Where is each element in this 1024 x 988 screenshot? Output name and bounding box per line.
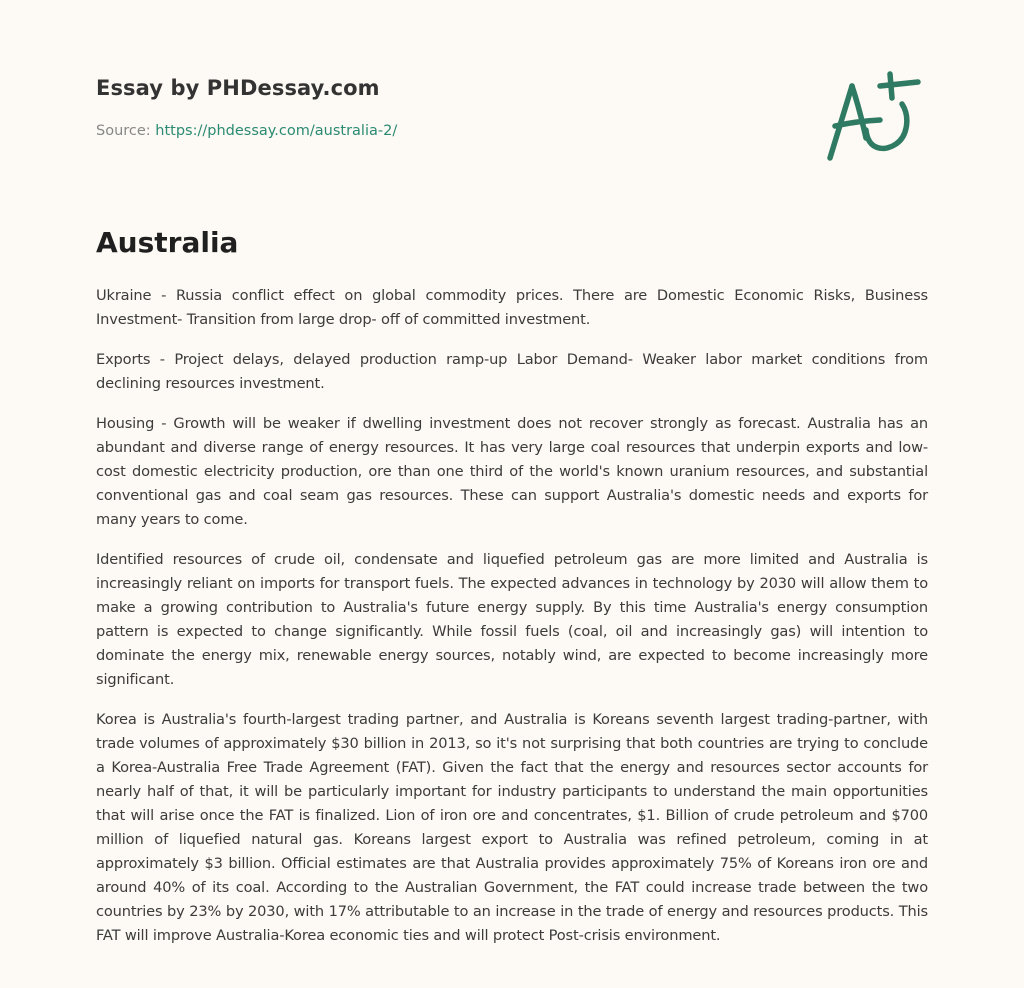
essay-body: [96, 284, 928, 964]
essay-paragraph: Housing - Growth will be weaker if dwelling investment does not recover strongly as forecast. Australia has an abundant and diverse range of energy resources. It has very large coal resources that underpin exports and low-cost domestic electricity production, ore than one third of the world's known uranium resources, and substantial conventional gas and coal seam gas resources. These can support Australia's domestic needs and exports for many years to come.: [96, 415, 928, 528]
essay-paragraph: Exports - Project delays, delayed production ramp-up Labor Demand- Weaker labor market conditions from declining resources investment.: [96, 351, 928, 392]
essay-title: Australia: [96, 226, 239, 259]
essay-paragraph: Korea is Australia's fourth-largest trading partner, and Australia is Koreans seventh largest trading-partner, with trade volumes of approximately $30 billion in 2013, so it's not surprising that both countries are trying to conclude a Korea-Australia Free Trade Agreement (FAT). Given the fact that the energy and resources sector accounts for nearly half of that, it will be particularly important for industry participants to understand the main opportunities that will arise once the FAT is finalized. Lion of iron ore and concentrates, $1. Billion of crude petroleum and $700 million of liquefied natural gas. Koreans largest export to Australia was refined petroleum, coming in at approximately $3 billion. Official estimates are that Australia provides approximately 75% of Koreans iron ore and around 40% of its coal. According to the Australian Government, the FAT could increase trade between the two countries by 23% by 2030, with 17% attributable to an increase in the trade of energy and resources products. This FAT will improve Australia-Korea economic ties and will protect Post-crisis environment.: [96, 711, 928, 944]
a-plus-grade-icon: [822, 68, 928, 164]
source-label: Source:: [96, 123, 156, 139]
site-title: Essay by PHDessay.com: [96, 76, 380, 100]
source-link[interactable]: https://phdessay.com/australia-2/: [155, 123, 398, 139]
essay-paragraph: Identified resources of crude oil, condensate and liquefied petroleum gas are more limited and Australia is increasingly reliant on imports for transport fuels. The expected advances in technology by 2030 will allow them to make a growing contribution to Australia's future energy supply. By this time Australia's energy consumption pattern is expected to change significantly. While fossil fuels (coal, oil and increasingly gas) will intention to dominate the energy mix, renewable energy sources, notably wind, are expected to become increasingly more significant.: [96, 551, 928, 688]
essay-paragraph: Ukraine - Russia conflict effect on global commodity prices. There are Domestic Economic Risks, Business Investment- Transition from large drop- off of committed investment.: [96, 287, 928, 328]
source-line: [96, 123, 397, 139]
